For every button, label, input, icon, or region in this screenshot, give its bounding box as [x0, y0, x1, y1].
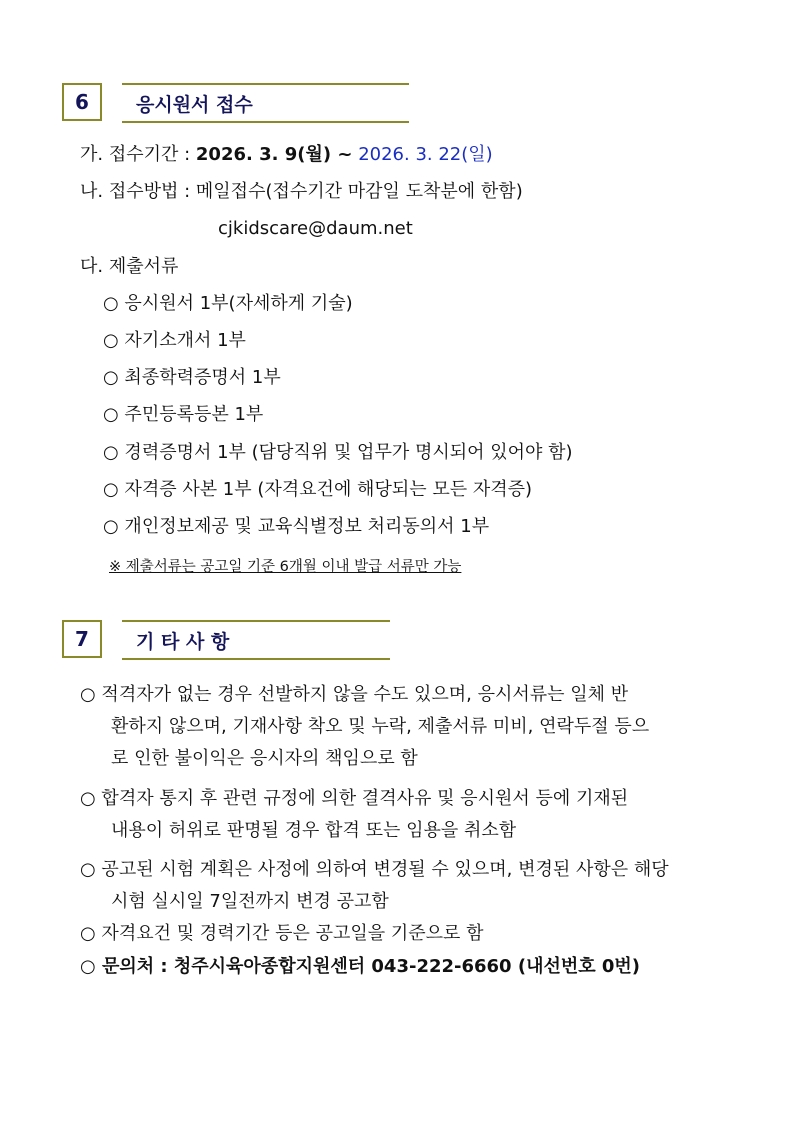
doc-item: ○ 주민등록등본 1부	[103, 404, 264, 425]
email-address: cjkidscare@daum.net	[218, 218, 413, 239]
notice-item: ○ 자격요건 및 경력기간 등은 공고일을 기준으로 함	[80, 923, 484, 944]
period-label: 가. 접수기간 :	[80, 144, 191, 165]
period-start: 2026. 3. 9(월) ~	[195, 144, 353, 165]
period-end: 2026. 3. 22(일)	[358, 144, 493, 165]
docs-label: 다. 제출서류	[80, 256, 179, 277]
notice-item-cont: 환하지 않으며, 기재사항 착오 및 누락, 제출서류 미비, 연락두절 등으	[111, 716, 650, 737]
section-title: 응시원서 접수	[122, 83, 409, 123]
section-number: 6	[62, 83, 102, 121]
doc-item: ○ 자기소개서 1부	[103, 330, 246, 351]
doc-item: ○ 자격증 사본 1부 (자격요건에 해당되는 모든 자격증)	[103, 479, 533, 500]
notice-item: ○ 공고된 시험 계획은 사정에 의하여 변경될 수 있으며, 변경된 사항은 해당	[80, 859, 669, 880]
section-number: 7	[62, 620, 102, 658]
contact-info: ○ 문의처 : 청주시육아종합지원센터 043-222-6660 (내선번호 0번)	[80, 956, 641, 977]
notice-item-cont: 내용이 허위로 판명될 경우 합격 또는 임용을 취소함	[111, 820, 517, 841]
doc-item: ○ 최종학력증명서 1부	[103, 367, 281, 388]
docs-note: ※ 제출서류는 공고일 기준 6개월 이내 발급 서류만 가능	[109, 559, 462, 575]
doc-item: ○ 개인정보제공 및 교육식별정보 처리동의서 1부	[103, 516, 490, 537]
doc-item: ○ 경력증명서 1부 (담당직위 및 업무가 명시되어 있어야 함)	[103, 442, 573, 463]
notice-item-cont: 시험 실시일 7일전까지 변경 공고함	[111, 891, 389, 912]
doc-item: ○ 응시원서 1부(자세하게 기술)	[103, 293, 353, 314]
method-row	[80, 180, 523, 204]
notice-item-cont: 로 인한 불이익은 응시자의 책임으로 함	[111, 748, 418, 769]
method-label: 나. 접수방법 :	[80, 181, 191, 202]
period-row	[80, 143, 493, 167]
method-value: 메일접수(접수기간 마감일 도착분에 한함)	[195, 181, 523, 202]
notice-item: ○ 적격자가 없는 경우 선발하지 않을 수도 있으며, 응시서류는 일체 반	[80, 684, 629, 705]
section-title: 기 타 사 항	[122, 620, 390, 660]
notice-item: ○ 합격자 통지 후 관련 규정에 의한 결격사유 및 응시원서 등에 기재된	[80, 788, 629, 809]
